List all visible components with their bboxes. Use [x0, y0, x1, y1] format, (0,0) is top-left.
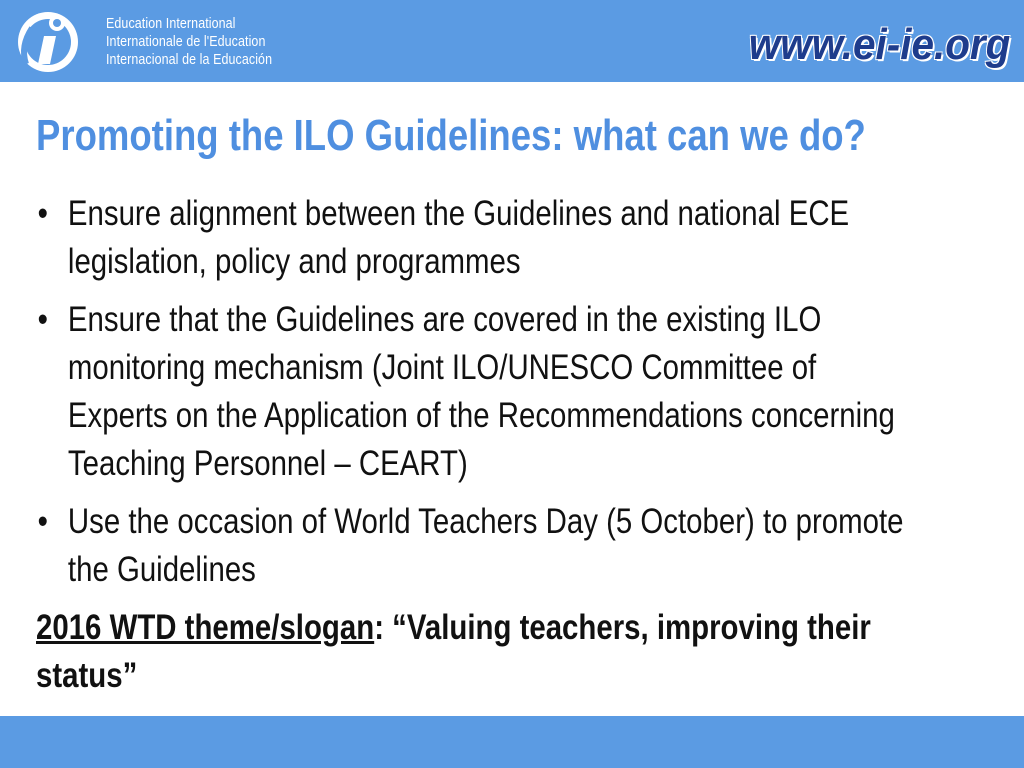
theme-label: 2016 WTD theme/slogan [36, 608, 375, 647]
bullet-item [36, 498, 1002, 594]
org-name-es: Internacional de la Educación [106, 52, 273, 68]
bullet-text-line: Teaching Personnel – CEART) [67, 444, 468, 483]
bullet-dot: • [37, 194, 48, 233]
bullet-text-line: Ensure alignment between the Guidelines and national ECE [67, 194, 850, 233]
org-name-en: Education International [106, 16, 236, 32]
theme-line-1 [36, 604, 1002, 652]
bullet-item [36, 296, 1002, 488]
site-url[interactable]: www.ei-ie.org [748, 20, 1010, 69]
theme-slogan-start: : “Valuing teachers, improving their [374, 608, 871, 647]
bullet-text-line: Use the occasion of World Teachers Day (5 October) to promote [67, 502, 904, 541]
bullet-text-line: monitoring mechanism (Joint ILO/UNESCO Committee of [67, 348, 817, 387]
wtd-theme [36, 604, 1002, 700]
bullet-text-line: Ensure that the Guidelines are covered in the existing ILO [67, 300, 822, 339]
org-name-fr: Internationale de l'Education [106, 34, 266, 50]
ei-logo-icon [14, 6, 86, 76]
bullet-list [36, 190, 1002, 594]
slide-title: Promoting the ILO Guidelines: what can we do? [36, 111, 866, 160]
bullet-text-line: legislation, policy and programmes [67, 242, 521, 281]
bullet-dot: • [37, 502, 48, 541]
bullet-dot: • [37, 300, 48, 339]
bullet-item [36, 190, 1002, 286]
slide-content [36, 190, 1002, 700]
footer-band [0, 716, 1024, 768]
header-band [0, 0, 1024, 82]
theme-slogan-end: status” [36, 656, 138, 695]
bullet-text-line: Experts on the Application of the Recommendations concerning [67, 396, 895, 435]
bullet-text-line: the Guidelines [67, 550, 256, 589]
org-names [106, 15, 272, 69]
